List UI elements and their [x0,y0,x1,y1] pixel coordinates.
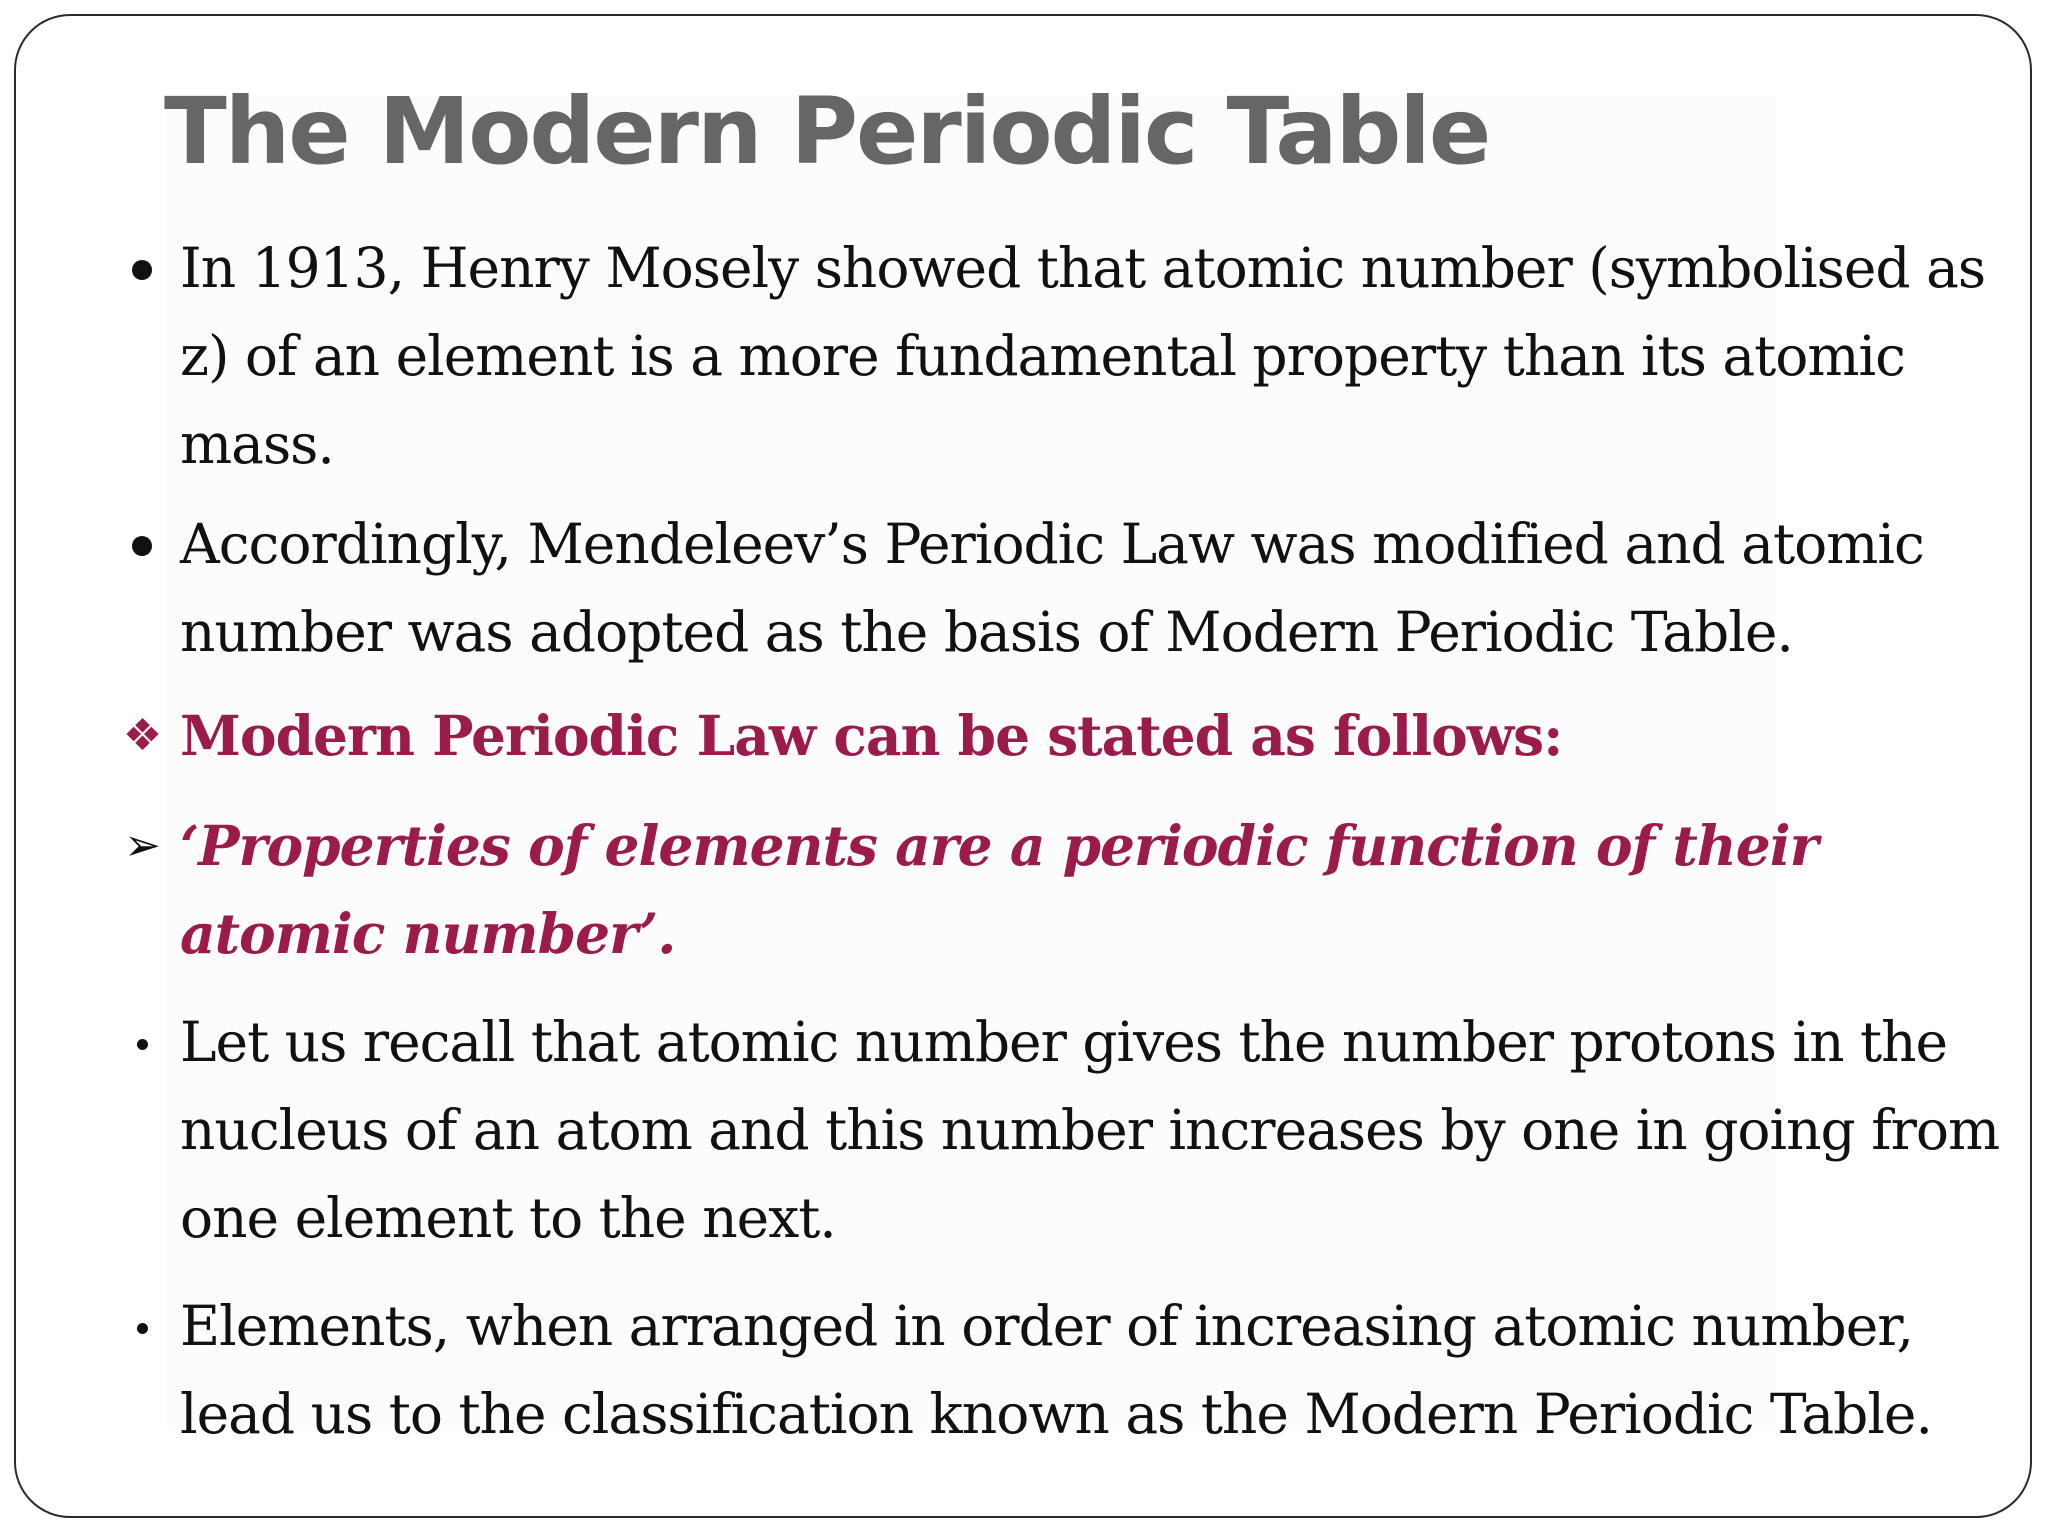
law-statement [124,802,1980,978]
bullet-point-classification [180,1282,1970,1458]
law-heading [122,692,2000,780]
slide [14,14,2032,1518]
slide-title: The Modern Periodic Table [164,78,1490,185]
bullet-text: Accordingly, Mendeleev’s Periodic Law was modified and atomic number was adopted as the basis of Modern Periodic Table. [180,512,1924,664]
bullet-point-protons [180,998,2000,1262]
law-statement-text: ‘Properties of elements are a periodic function of their atomic number’. [180,813,1818,966]
bullet-text: Let us recall that atomic number gives the number protons in the nucleus of an atom and this number increases by one in going from one element to the next. [180,1010,2000,1250]
law-heading-text: Modern Periodic Law can be stated as follows: [180,703,1563,768]
bullet-point-mendeleev [180,500,1940,676]
bullet-icon [112,224,172,312]
bullet-point-mosely [180,224,2000,488]
bullet-text: In 1913, Henry Mosely showed that atomic number (symbolised as z) of an element is a more fundamental property than its atomic mass. [180,236,1986,476]
diamond-bullet-icon: ❖ [122,710,162,761]
arrow-bullet-icon: ➢ [124,820,160,871]
bullet-icon [112,1282,172,1370]
bullet-icon [112,998,172,1086]
bullet-text: Elements, when arranged in order of increasing atomic number, lead us to the classification known as the Modern Periodic Table. [180,1294,1932,1446]
bullet-icon [112,500,172,588]
